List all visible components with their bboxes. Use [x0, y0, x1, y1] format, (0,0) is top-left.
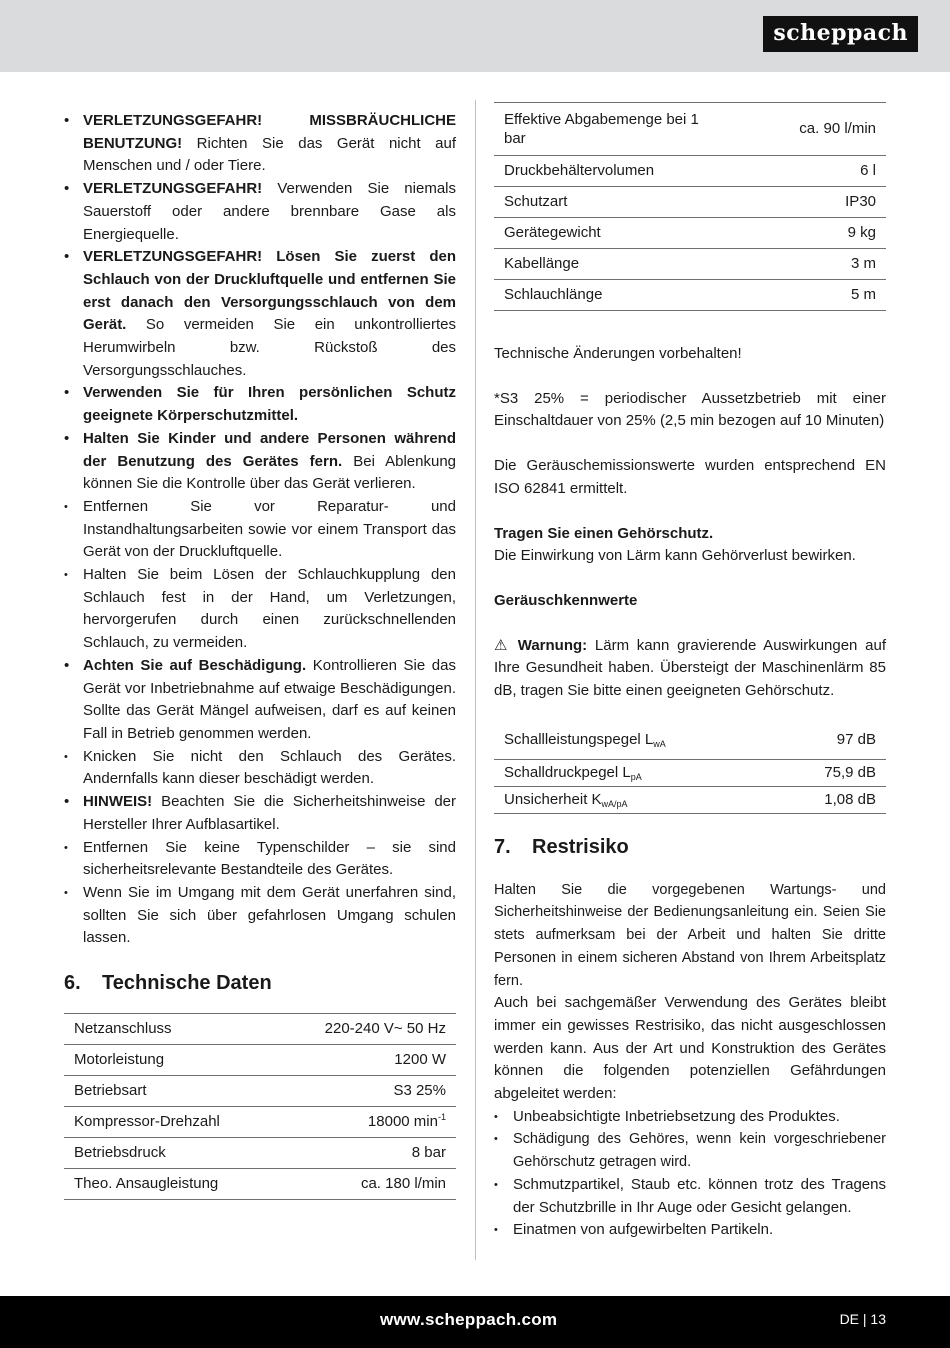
list-item: • Unbeabsichtigte Inbetriebsetzung des Produktes. [494, 1106, 886, 1129]
hearing-protection-heading: Tragen Sie einen Gehörschutz. [494, 524, 714, 542]
warning-icon: ⚠ [494, 636, 508, 654]
tech-data-table-left [64, 1013, 456, 1200]
table-row: Betriebsart S3 25% [64, 1076, 456, 1107]
noise-heading: Geräuschkennwerte [494, 591, 638, 609]
residual-risk-list [494, 1106, 886, 1242]
residual-risk-paragraph-1: Halten Sie die vorgegebenen Wartungs- und Sicherheitshinweise der Bedienungsanleitung ein. Seien Sie stets aufmerksam bei der Arbeit und halten Sie dritte Personen in einem sicheren Abstand von Ihrem Arbeitsplatz fern. [494, 881, 886, 989]
table-row: Effektive Abgabemenge bei 1 bar ca. 90 l/min [494, 103, 886, 156]
section-7-heading: 7. Restrisiko [494, 835, 629, 858]
noise-values-note: Die Geräuschemissionswerte wurden entsprechend EN ISO 62841 ermittelt. [494, 457, 886, 497]
page-header [0, 0, 950, 72]
column-divider [475, 100, 476, 1260]
safety-list [64, 110, 456, 950]
list-item: • Schädigung des Gehöres, wenn kein vorgeschriebener Gehörschutz getragen wird. [494, 1128, 886, 1173]
page-number: DE | 13 [839, 1311, 886, 1327]
table-row: Schutzart IP30 [494, 187, 886, 218]
website-url: www.scheppach.com [380, 1310, 558, 1329]
table-row: Schalldruckpegel $L_{pA}$ 75,9 dB [494, 759, 886, 786]
table-row: Gerätegewicht 9 kg [494, 218, 886, 249]
table-row: Motorleistung 1200 W [64, 1045, 456, 1076]
hearing-protection-text: Die Einwirkung von Lärm kann Gehörverlust bewirken. [494, 547, 856, 565]
left-column [64, 110, 456, 1200]
safety-item: • Verwenden Sie für Ihren persönlichen Schutz geeignete Körperschutzmittel. [64, 382, 456, 427]
safety-item: • Achten Sie auf Beschädigung. Kontrollieren Sie das Gerät vor Inbetriebnahme auf etwaige Beschädigungen. Sollte das Gerät Mängel aufweisen, darf es auf keinen Fall in Betrieb genommen werden. [64, 655, 456, 746]
safety-item: • VERLETZUNGSGEFAHR! Verwenden Sie niemals Sauerstoff oder andere brennbare Gase als Energiequelle. [64, 178, 456, 246]
section-6-heading: 6. Technische Daten [64, 972, 272, 995]
tech-data-table-right [494, 102, 886, 311]
table-row: Druckbehältervolumen 6 l [494, 156, 886, 187]
safety-item: • Halten Sie Kinder und andere Personen während der Benutzung des Gerätes fern. Bei Ablenkung können Sie die Kontrolle über das Gerät verlieren. [64, 428, 456, 496]
table-row: Schlauchlänge 5 m [494, 280, 886, 311]
noise-table [494, 721, 886, 814]
list-item: • Schmutzpartikel, Staub etc. können trotz des Tragens der Schutzbrille in Ihr Auge oder Gesicht gelangen. [494, 1174, 886, 1219]
table-row: Betriebsdruck 8 bar [64, 1138, 456, 1169]
list-item: • Einatmen von aufgewirbelten Partikeln. [494, 1219, 886, 1242]
changes-note: Technische Änderungen vorbehalten! [494, 345, 742, 362]
s3-note: *S3 25% = periodischer Aussetzbetrieb mit einer Einschaltdauer von 25% (2,5 min bezogen auf 10 Minuten) [494, 389, 886, 430]
safety-item: • VERLETZUNGSGEFAHR! MISSBRÄUCHLICHE BENUTZUNG! Richten Sie das Gerät nicht auf Menschen und / oder Tiere. [64, 110, 456, 178]
table-row: Kompressor-Drehzahl 18000 $\min^{-1}$ [64, 1107, 456, 1138]
safety-item: • Entfernen Sie keine Typenschilder – sie sind sicherheitsrelevante Bestandteile des Gerätes. [64, 837, 456, 882]
safety-item: • Halten Sie beim Lösen der Schlauchkupplung den Schlauch fest in der Hand, um Verletzungen, hervorgerufen durch einen zurückschnellenden Schlauch, zu vermeiden. [64, 564, 456, 655]
right-column [494, 102, 886, 1242]
scheppach-logo: scheppach [763, 16, 918, 52]
table-row: Theo. Ansaugleistung ca. 180 l/min [64, 1169, 456, 1200]
table-row: Netzanschluss 220-240 V~ 50 Hz [64, 1014, 456, 1045]
warning-text: ⚠ Warnung: Lärm kann gravierende Auswirkungen auf Ihre Gesundheit haben. Übersteigt der Maschinenlärm 85 dB, tragen Sie bitte einen geeigneten Gehörschutz. [494, 636, 886, 700]
safety-item: • Knicken Sie nicht den Schlauch des Gerätes. Andernfalls kann dieser beschädigt werden. [64, 746, 456, 791]
table-row: Schallleistungspegel $L_{wA}$ 97 dB [494, 721, 886, 760]
safety-item: • Entfernen Sie vor Reparatur- und Instandhaltungsarbeiten sowie vor einem Transport das Gerät von der Druckluftquelle. [64, 496, 456, 564]
safety-item: • Wenn Sie im Umgang mit dem Gerät unerfahren sind, sollten Sie sich über gefahrlosen Umgang schulen lassen. [64, 882, 456, 950]
safety-item: • HINWEIS! Beachten Sie die Sicherheitshinweise der Hersteller Ihrer Aufblasartikel. [64, 791, 456, 836]
table-row: Kabellänge 3 m [494, 249, 886, 280]
page-footer [0, 1296, 950, 1348]
safety-item: • VERLETZUNGSGEFAHR! Lösen Sie zuerst den Schlauch von der Druckluftquelle und entfernen Sie erst danach den Versorgungsschlauch von dem Gerät. So vermeiden Sie ein unkontrolliertes Herumwirbeln bzw. Rückstoß des Versorgungsschlauches. [64, 246, 456, 382]
table-row: Unsicherheit $K_{wA/pA}$ 1,08 dB [494, 786, 886, 813]
residual-risk-paragraph-2: Auch bei sachgemäßer Verwendung des Gerätes bleibt immer ein gewisses Restrisiko, das nicht ausgeschlossen werden kann. Aus der Art und Konstruktion des Gerätes können die folgenden potenziellen Gefährdungen abgeleitet werden: [494, 994, 886, 1103]
